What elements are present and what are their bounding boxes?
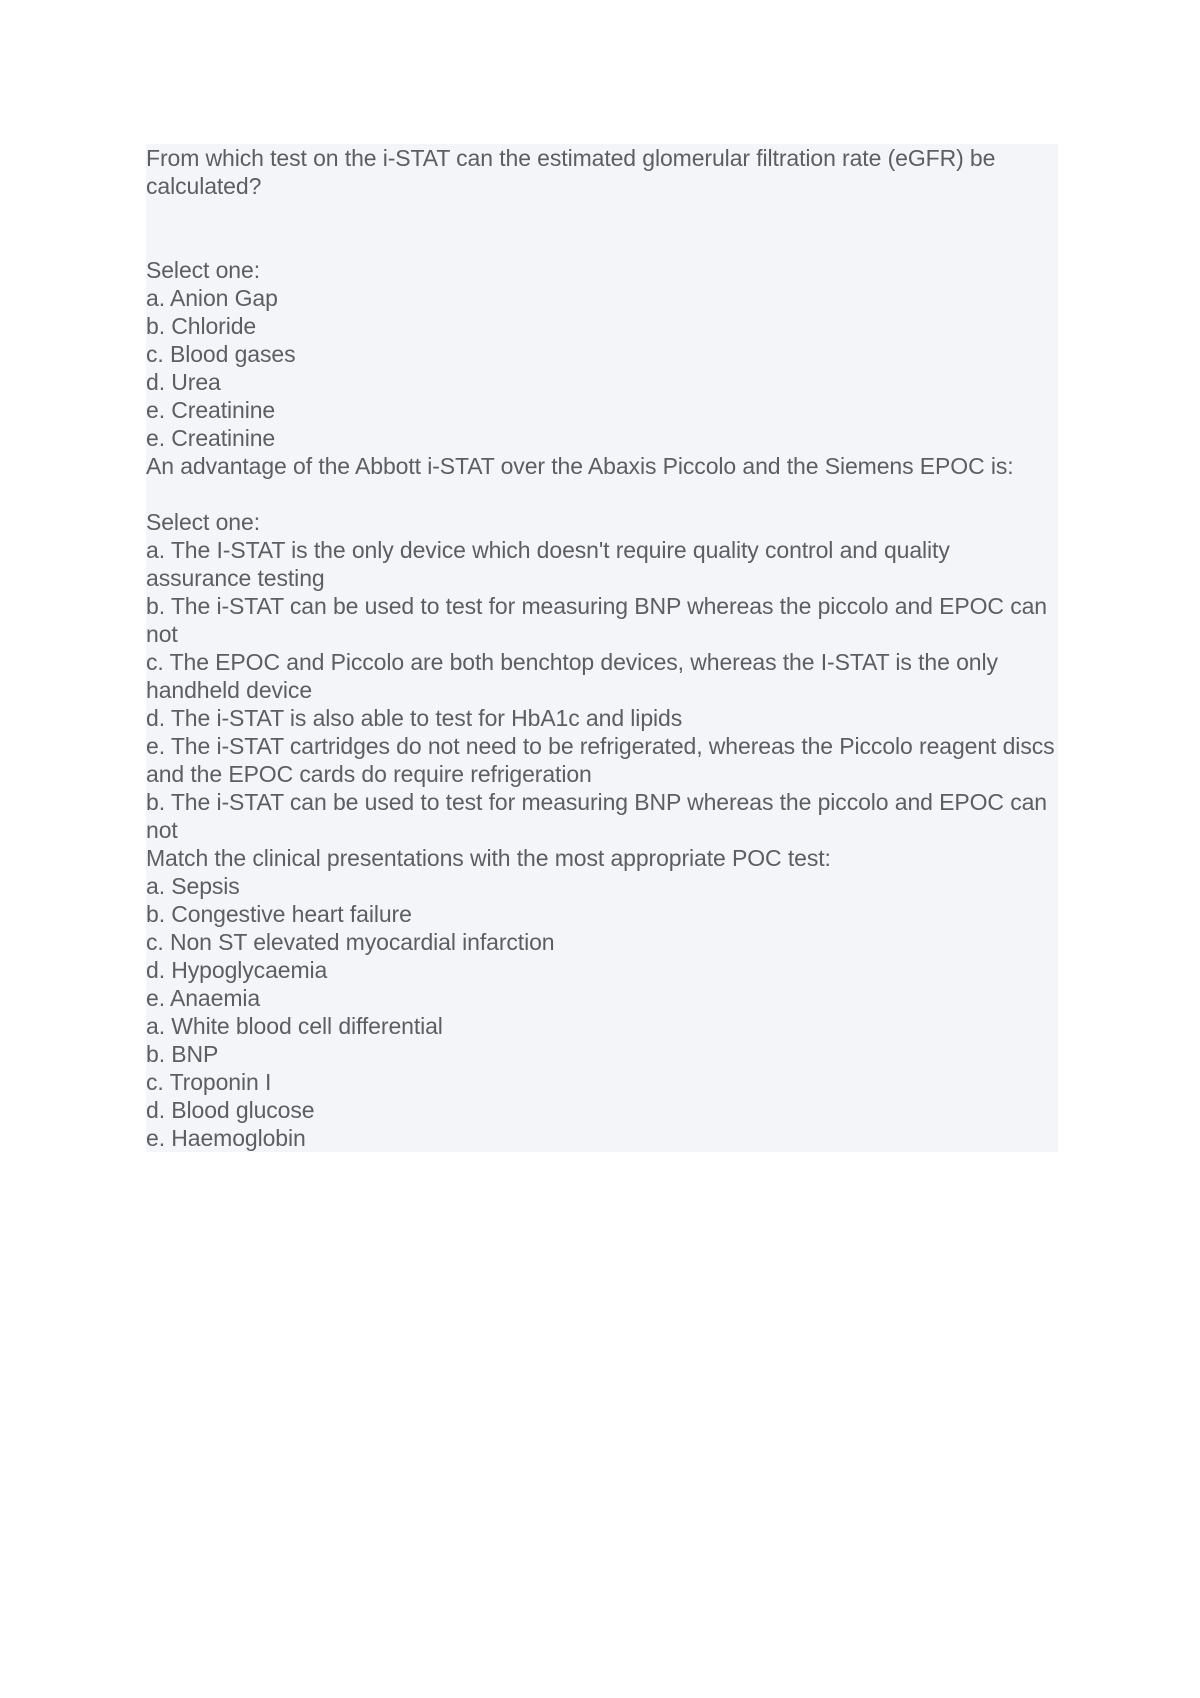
blank-gap (146, 480, 1058, 508)
question-2-answer: b. The i-STAT can be used to test for measuring BNP whereas the piccolo and EPOC can not (146, 789, 1054, 843)
question-3-prompt: Match the clinical presentations with the most appropriate POC test: (146, 845, 831, 871)
question-1-prompt: From which test on the i-STAT can the estimated glomerular filtration rate (eGFR) be calculated? (146, 145, 1002, 199)
question-1-option-b: b. Chloride (146, 313, 257, 339)
quiz-text-block (146, 144, 1061, 1152)
question-3-presentation-d: d. Hypoglycaemia (146, 957, 328, 983)
question-1-answer: e. Creatinine (146, 425, 276, 451)
question-1-option-d: d. Urea (146, 369, 221, 395)
question-3-answer-c: c. Troponin I (146, 1069, 272, 1095)
question-2-prompt: An advantage of the Abbott i-STAT over the Abaxis Piccolo and the Siemens EPOC is: (146, 453, 1014, 479)
question-1-option-c: c. Blood gases (146, 341, 296, 367)
question-2-option-c: c. The EPOC and Piccolo are both benchtop devices, whereas the I-STAT is the only handheld device (146, 649, 1005, 703)
question-3-presentation-e: e. Anaemia (146, 985, 261, 1011)
question-2-option-b: b. The i-STAT can be used to test for measuring BNP whereas the piccolo and EPOC can not (146, 593, 1054, 647)
question-3-answer-d: d. Blood glucose (146, 1097, 315, 1123)
question-1-option-e: e. Creatinine (146, 397, 276, 423)
question-3-presentation-c: c. Non ST elevated myocardial infarction (146, 929, 555, 955)
question-3-presentation-b: b. Congestive heart failure (146, 901, 412, 927)
question-1-option-a: a. Anion Gap (146, 285, 278, 311)
question-2-select-label: Select one: (146, 509, 260, 535)
question-2-option-e: e. The i-STAT cartridges do not need to be refrigerated, whereas the Piccolo reagent discs and the EPOC cards do require refrigeration (146, 733, 1061, 787)
question-1-select-label: Select one: (146, 257, 260, 283)
question-3-presentation-a: a. Sepsis (146, 873, 240, 899)
question-2-option-d: d. The i-STAT is also able to test for HbA1c and lipids (146, 705, 683, 731)
blank-gap (146, 200, 1058, 256)
question-3-answer-e: e. Haemoglobin (146, 1125, 306, 1151)
question-2-option-a: a. The I-STAT is the only device which doesn't require quality control and quality assurance testing (146, 537, 957, 591)
question-3-answer-b: b. BNP (146, 1041, 219, 1067)
question-3-answer-a: a. White blood cell differential (146, 1013, 443, 1039)
